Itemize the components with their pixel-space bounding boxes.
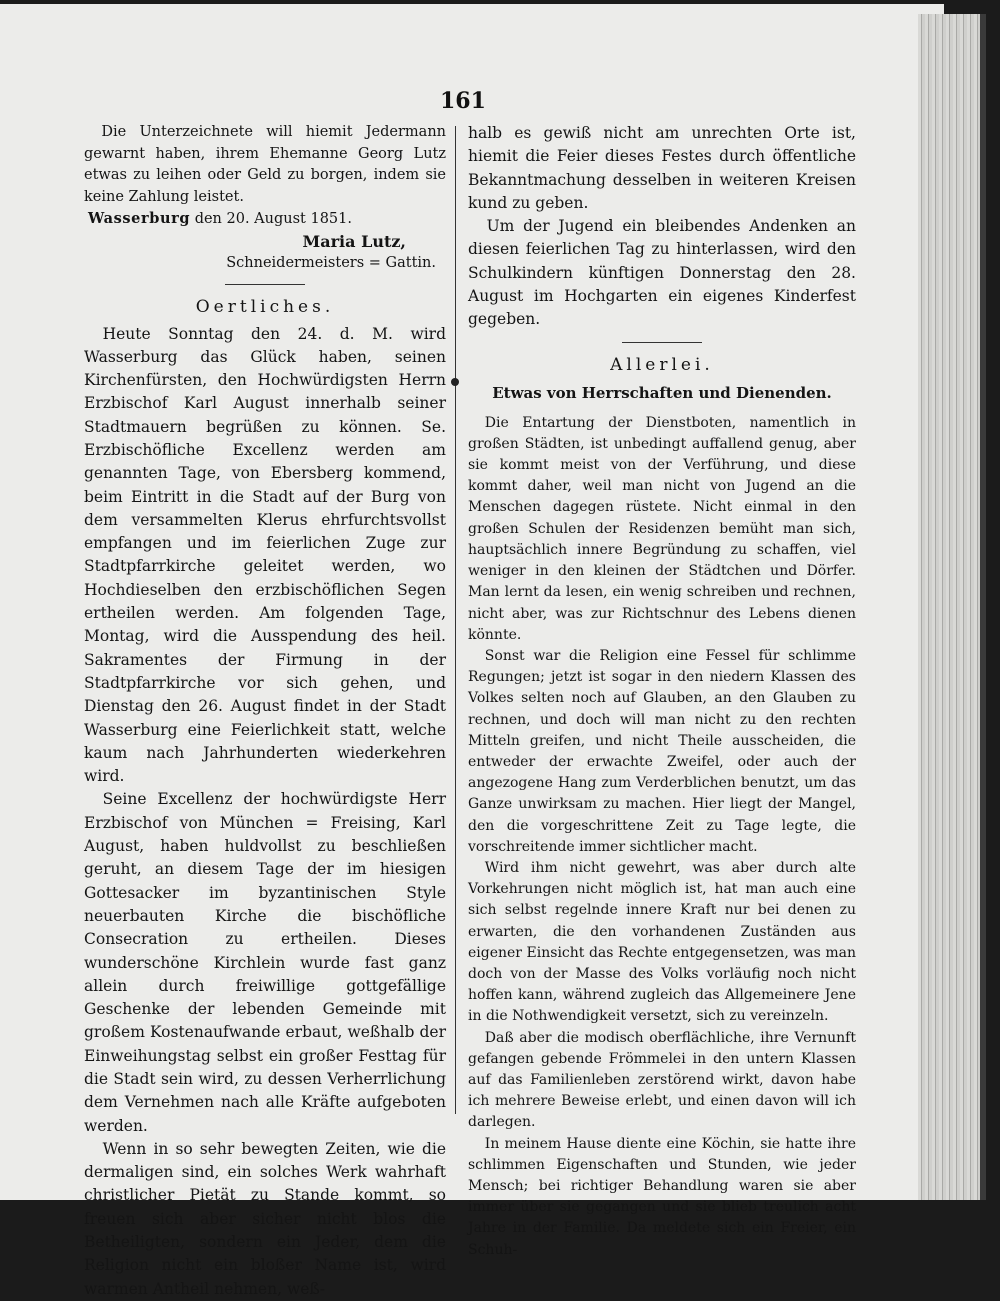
article-paragraph: Um der Jugend ein bleibendes Andenken an diesen feierlichen Tag zu hinterlassen, wird den Schulkindern künftigen Donnerstag den 28. August im Hochgarten ein eigenes Kinderfest gegeben. <box>468 217 856 329</box>
notice-dateline <box>88 208 446 231</box>
page-number: 161 <box>440 88 486 114</box>
article-paragraph: Wird ihm nicht gewehrt, was aber durch alte Vorkehrungen nicht möglich ist, hat man auch eine sich selbst regelnde innere Kraft nur bei denen zu erwarten, die den vorhandenen Zuständen aus eigener Einsicht das Rechte entgegensetzen, was man doch von der Masse des Volks vorläufig noch nicht hoffen kann, während zugleich das Allgemeinere Jene in die Nothwendigkeit versetzt, sich zu vereinzeln. <box>468 859 856 1025</box>
signature-title: Schneidermeisters = Gattin. <box>226 254 436 271</box>
article-paragraph: Die Entartung der Dienstboten, namentlich in großen Städten, ist unbedingt auffallend genug, aber sie kommt meist von der Verführung, und diese kommt daher, weil man nicht von Jugend an die Menschen dagegen rüstete. Nicht einmal in den großen Schulen der Residenzen bemüht man sich, hauptsächlich innere Begründung zu schaffen, viel weniger in den kleinen der Städtchen und Dörfer. Man lernt da lesen, ein wenig schreiben und rechnen, nicht aber, was zur Richtschnur des Lebens dienen könnte. <box>468 414 856 643</box>
notice-date: den 20. August 1851. <box>194 211 352 227</box>
article-paragraph: Wenn in so sehr bewegten Zeiten, wie die dermaligen sind, ein solches Werk wahrhaft christlicher Pietät zu Stande kommt, so freuen sich aber sicher nicht blos die Betheiligten, sondern ein Jeder, dem die Religion nicht ein bloßer Name ist, wird warmen Antheil nehmen, weß- <box>84 1139 446 1298</box>
section-rule <box>225 284 305 285</box>
article-paragraph: halb es gewiß nicht am unrechten Orte ist, hiemit die Feier dieses Festes durch öffentliche Bekanntmachung desselben in weiteren Kreisen kund zu geben. <box>468 124 856 212</box>
section-heading-allerlei: Allerlei. <box>610 354 714 375</box>
section-rule <box>622 342 702 343</box>
book-page-edge <box>918 14 980 1200</box>
article-paragraph: Seine Excellenz der hochwürdigste Herr Erzbischof von München = Freising, Karl August, haben huldvollst zu beschließen geruht, an diesem Tage der im hiesigen Gottesacker im byzantinischen Style neuerbauten Kirche die bischöfliche Consecration zu ertheilen. Dieses wunderschöne Kirchlein wurde fast ganz allein durch freiwillige gottgefällige Geschenke der lebenden Gemeinde mit großem Kostenaufwande erbaut, weßhalb der Einweihungstag selbst ein großer Festtag für die Stadt sein wird, zu dessen Verherrlichung dem Vernehmen nach alle Kräfte aufgeboten werden. <box>84 790 446 1135</box>
left-column <box>84 122 446 1301</box>
signature-name: Maria Lutz, <box>302 231 406 251</box>
divider-ornament <box>451 378 459 386</box>
article-paragraph: In meinem Hause diente eine Köchin, sie hatte ihre schlimmen Eigenschaften und Stunden, wie jeder Mensch; bei richtiger Behandlung waren sie aber immer über sie gegangen und sie blieb treulich acht Jahre in der Familie. Da meldete sich ein Freier, ein Schuh- <box>468 1135 856 1258</box>
right-column <box>468 122 856 1261</box>
article-paragraph: Sonst war die Religion eine Fessel für schlimme Regungen; jetzt ist sogar in den niedern Klassen des Volkes selten noch auf Glauben, an den Glauben zu rechnen, und doch will man nicht zu den rechten Mitteln greifen, und nicht Theile ausscheiden, die entweder der erwachte Zweifel, oder auch der angezogene Hang zum Verderblichen benutzt, um das Ganze unwirksam zu machen. Hier liegt der Mangel, den die vorgeschrittene Zeit zu Tage legte, die vorschreitende immer sichtlicher macht. <box>468 647 856 855</box>
column-divider <box>455 126 456 1114</box>
newspaper-page <box>0 4 944 1298</box>
section-heading-oertliches: Oertliches. <box>195 296 335 317</box>
book-spine-shadow <box>980 14 986 1200</box>
article-paragraph: Daß aber die modisch oberflächliche, ihre Vernunft gefangen gebende Frömmelei in den untern Klassen auf das Familienleben zerstörend wirkt, davon habe ich mehrere Beweise erlebt, und einen davon will ich darlegen. <box>468 1029 856 1131</box>
article-subheading: Etwas von Herrschaften und Dienenden. <box>492 383 832 402</box>
article-paragraph: Heute Sonntag den 24. d. M. wird Wasserburg das Glück haben, seinen Kirchenfürsten, den Hochwürdigsten Herrn Erzbischof Karl August innerhalb seiner Stadtmauern begrüßen zu können. Se. Erzbischöfliche Excellenz werden am genannten Tage, von Ebersberg kommend, beim Eintritt in die Stadt auf der Burg von dem versammelten Klerus ehrfurchtsvollst empfangen und im feierlichen Zuge zur Stadtpfarrkirche geleitet werden, wo Hochdieselben den erzbischöflichen Segen ertheilen werden. Am folgenden Tage, Montag, wird die Ausspendung des heil. Sakramentes der Firmung in der Stadtpfarrkirche vor sich gehen, und Dienstag den 26. August findet in der Stadt Wasserburg eine Feierlichkeit statt, welche kaum nach Jahrhunderten wiederkehren wird. <box>84 324 446 786</box>
warning-notice: Die Unterzeichnete will hiemit Jedermann gewarnt haben, ihrem Ehemanne Georg Lutz etwas zu leihen oder Geld zu borgen, indem sie keine Zahlung leistet. <box>84 124 446 205</box>
notice-place: Wasserburg <box>88 210 191 227</box>
